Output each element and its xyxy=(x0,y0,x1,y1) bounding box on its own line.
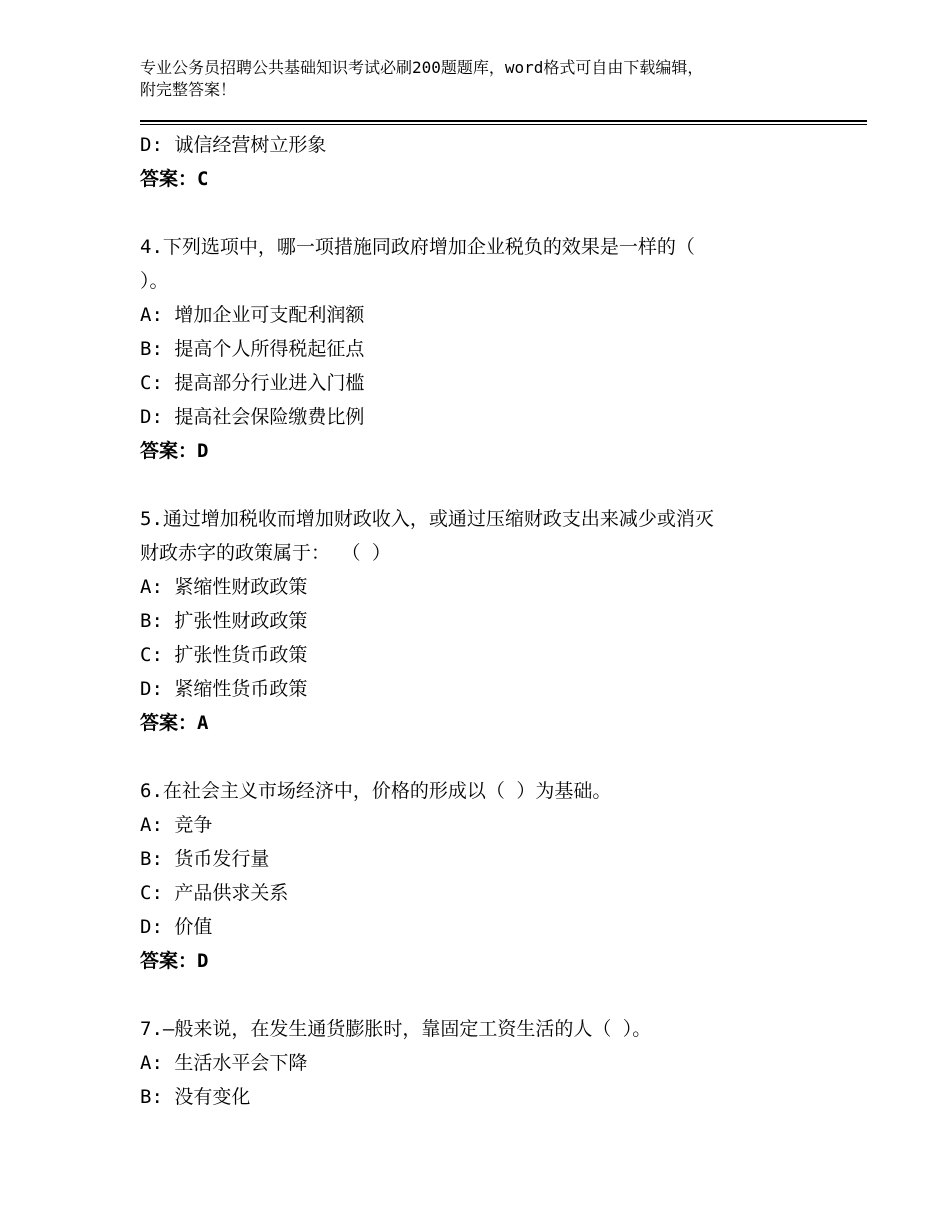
option-line: A: 生活水平会下降 xyxy=(140,1052,308,1074)
question-block xyxy=(140,128,820,196)
block-gap xyxy=(140,468,820,502)
question-block xyxy=(140,1012,820,1114)
option-line: D: 诚信经营树立形象 xyxy=(140,134,327,156)
header-rule-thin xyxy=(140,124,867,125)
header-line-2: 附完整答案！ xyxy=(140,80,237,99)
answer-line: 答案：A xyxy=(140,712,209,734)
header-rule-thick xyxy=(140,120,867,122)
option-line: B: 提高个人所得税起征点 xyxy=(140,338,365,360)
answer-line: 答案：D xyxy=(140,950,209,972)
question-text-line: 5.通过增加税收而增加财政收入，或通过压缩财政支出来减少或消灭 xyxy=(140,508,714,530)
question-text-line: 7.—般来说，在发生通货膨胀时，靠固定工资生活的人（ ）。 xyxy=(140,1018,652,1040)
option-line: C: 提高部分行业进入门槛 xyxy=(140,372,365,394)
option-line: B: 没有变化 xyxy=(140,1086,251,1108)
option-line: B: 货币发行量 xyxy=(140,848,270,870)
header-line-1: 专业公务员招聘公共基础知识考试必刷200题题库，word格式可自由下载编辑， xyxy=(140,58,704,77)
answer-line: 答案：C xyxy=(140,168,209,190)
option-line: D: 价值 xyxy=(140,916,213,938)
question-text-line: 4.下列选项中，哪一项措施同政府增加企业税负的效果是一样的（ xyxy=(140,236,695,258)
option-line: B: 扩张性财政政策 xyxy=(140,610,308,632)
question-text-line: 6.在社会主义市场经济中，价格的形成以（ ）为基础。 xyxy=(140,780,612,802)
option-line: A: 增加企业可支配利润额 xyxy=(140,304,365,326)
question-list xyxy=(140,128,820,1114)
question-block xyxy=(140,774,820,978)
question-block xyxy=(140,230,820,468)
option-line: A: 紧缩性财政政策 xyxy=(140,576,308,598)
option-line: A: 竞争 xyxy=(140,814,213,836)
question-text-line: 财政赤字的政策属于： （ ） xyxy=(140,542,391,564)
document-header xyxy=(140,57,820,101)
option-line: D: 紧缩性货币政策 xyxy=(140,678,308,700)
question-block xyxy=(140,502,820,740)
question-text-line: ）。 xyxy=(140,270,169,292)
option-line: C: 产品供求关系 xyxy=(140,882,289,904)
answer-line: 答案：D xyxy=(140,440,209,462)
block-gap xyxy=(140,978,820,1012)
block-gap xyxy=(140,740,820,774)
option-line: D: 提高社会保险缴费比例 xyxy=(140,406,365,428)
option-line: C: 扩张性货币政策 xyxy=(140,644,308,666)
block-gap xyxy=(140,196,820,230)
